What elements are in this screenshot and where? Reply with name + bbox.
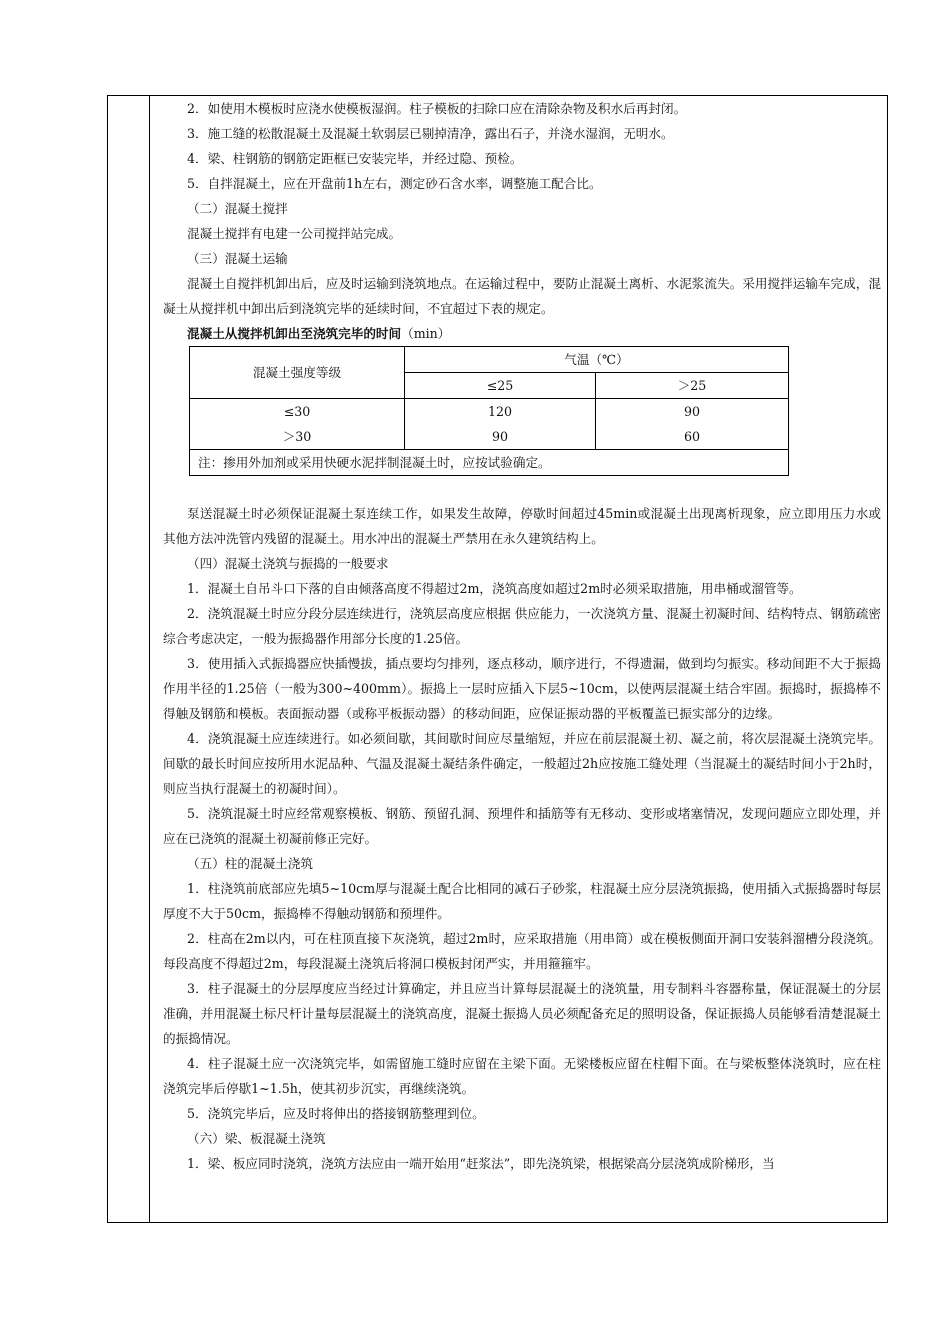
prep-item-3: 3．施工缝的松散混凝土及混凝土软弱层已剔掉清净，露出石子，并浇水湿润，无明水。 — [187, 126, 674, 141]
section-3-title: （三）混凝土运输 — [187, 251, 288, 266]
section-4-item-5: 5．浇筑混凝土时应经常观察模板、钢筋、预留孔洞、预埋件和插筋等有无移动、变形或堵塞情况，发现问题应立即处理，并应在已浇筑的混凝土初凝前修正完好。 — [163, 806, 881, 846]
section-5-item-1: 1．柱浇筑前底部应先填5~10cm厚与混凝土配合比相同的减石子砂浆，柱混凝土应分层浇筑振捣，使用插入式振捣器时每层厚度不大于50cm，振捣棒不得触动钢筋和预埋件。 — [163, 881, 881, 921]
section-4-item-3: 3．使用插入式振捣器应快插慢拔，插点要均匀排列，逐点移动，顺序进行，不得遗漏，做到均匀振实。移动间距不大于振捣作用半径的1.25倍（一般为300~400mm）。振捣上一层时应插入下层5~10cm，以使两层混凝土结合牢固。振捣时，振捣棒不得触及钢筋和模板。表面振动器（或称平板振动器）的移动间距，应保证振动器的平板覆盖已振实部分的边缘。 — [163, 656, 881, 721]
section-4-item-2: 2．浇筑混凝土时应分段分层连续进行，浇筑层高度应根据 供应能力，一次浇筑方量、混凝土初凝时间、结构特点、钢筋疏密综合考虑决定，一般为振捣器作用部分长度的1.25倍。 — [163, 606, 881, 646]
table-caption-unit: （min） — [401, 326, 451, 341]
row-low-1: 120 — [405, 399, 596, 425]
section-5-item-4: 4．柱子混凝土应一次浇筑完毕，如需留施工缝时应留在主梁下面。无梁楼板应留在柱帽下面。在与梁板整体浇筑时，应在柱浇筑完毕后停歇1~1.5h，使其初步沉实，再继续浇筑。 — [163, 1056, 881, 1096]
row-high-2: 60 — [596, 424, 789, 450]
row-low-2: 90 — [405, 424, 596, 450]
section-6-item-1: 1．梁、板应同时浇筑，浇筑方法应由一端开始用“赶浆法”，即先浇筑梁，根据梁高分层浇筑成阶梯形，当 — [187, 1156, 775, 1171]
header-temp-low: ≤25 — [405, 373, 596, 399]
section-5-item-3: 3．柱子混凝土的分层厚度应当经过计算确定，并且应当计算每层混凝土的浇筑量，用专制料斗容器称量，保证混凝土的分层准确，并用混凝土标尺杆计量每层混凝土的浇筑高度，混凝土振捣人员必须配备充足的照明设备，保证振捣人员能够看清楚混凝土的振捣情况。 — [163, 981, 881, 1046]
transport-time-table — [189, 346, 789, 476]
section-4-item-4: 4．浇筑混凝土应连续进行。如必须间歇，其间歇时间应尽量缩短，并应在前层混凝土初、凝之前，将次层混凝土浇筑完毕。间歇的最长时间应按所用水泥品种、气温及混凝土凝结条件确定，一般超过2h应按施工缝处理（当混凝土的凝结时间小于2h时，则应当执行混凝土的初凝时间）。 — [163, 731, 881, 796]
section-3-text: 混凝土自搅拌机卸出后，应及时运输到浇筑地点。在运输过程中，要防止混凝土离析、水泥浆流失。采用搅拌运输车完成，混凝土从搅拌机中卸出后到浇筑完毕的延续时间，不宜超过下表的规定。 — [163, 276, 881, 316]
document-body — [163, 96, 881, 1176]
column-divider — [149, 95, 150, 1223]
section-5-title: （五）柱的混凝土浇筑 — [187, 856, 313, 871]
header-temperature: 气温（℃） — [405, 347, 789, 373]
section-5-item-5: 5．浇筑完毕后，应及时将伸出的搭接钢筋整理到位。 — [187, 1106, 485, 1121]
table-caption — [163, 321, 881, 346]
row-high-1: 90 — [596, 399, 789, 425]
section-2-title: （二）混凝土搅拌 — [187, 201, 288, 216]
pump-text: 泵送混凝土时必须保证混凝土泵连续工作，如果发生故障，停歇时间超过45min或混凝土出现离析现象，应立即用压力水或其他方法冲洗管内残留的混凝土。用水冲出的混凝土严禁用在永久建筑结构上。 — [163, 506, 881, 546]
table-note: 注：掺用外加剂或采用快硬水泥拌制混凝土时，应按试验确定。 — [190, 450, 789, 476]
section-4-title: （四）混凝土浇筑与振捣的一般要求 — [187, 556, 389, 571]
row-grade-1: ≤30 — [190, 399, 405, 425]
prep-item-4: 4．梁、柱钢筋的钢筋定距框已安装完毕，并经过隐、预检。 — [187, 151, 523, 166]
spacer — [163, 476, 881, 501]
section-6-title: （六）梁、板混凝土浇筑 — [187, 1131, 326, 1146]
row-grade-2: ＞30 — [190, 424, 405, 450]
header-grade: 混凝土强度等级 — [190, 347, 405, 399]
section-2-text: 混凝土搅拌有电建一公司搅拌站完成。 — [187, 226, 402, 241]
header-temp-high: ＞25 — [596, 373, 789, 399]
section-4-item-1: 1．混凝土自吊斗口下落的自由倾落高度不得超过2m，浇筑高度如超过2m时必须采取措施，用串桶或溜管等。 — [187, 581, 802, 596]
section-5-item-2: 2．柱高在2m以内，可在柱顶直接下灰浇筑，超过2m时，应采取措施（用串筒）或在模板侧面开洞口安装斜溜槽分段浇筑。每段高度不得超过2m，每段混凝土浇筑后将洞口模板封闭严实，并用箍箍牢。 — [163, 931, 881, 971]
prep-item-5: 5．自拌混凝土，应在开盘前1h左右，测定砂石含水率，调整施工配合比。 — [187, 176, 602, 191]
table-caption-text: 混凝土从搅拌机卸出至浇筑完毕的时间 — [187, 326, 402, 341]
prep-item-2: 2．如使用木模板时应浇水使模板湿润。柱子模板的扫除口应在清除杂物及积水后再封闭。 — [187, 101, 687, 116]
